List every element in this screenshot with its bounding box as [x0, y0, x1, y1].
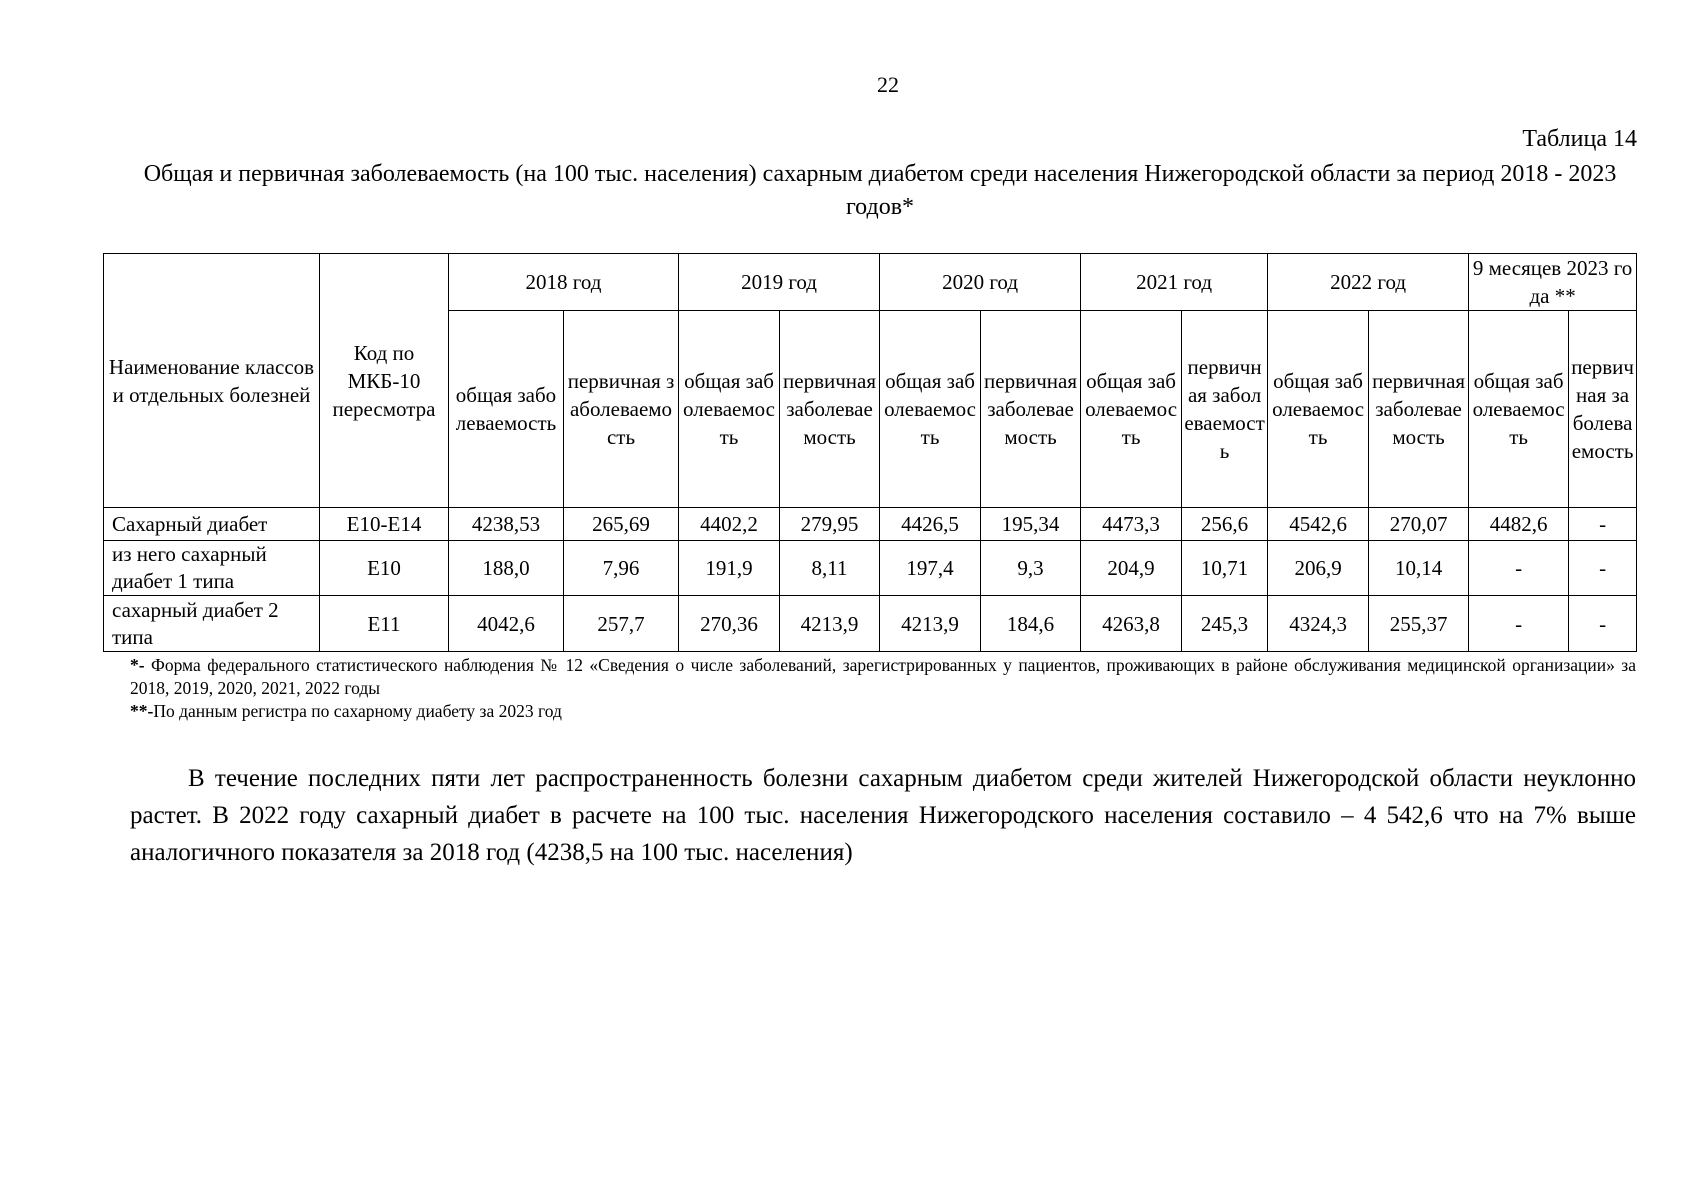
table-cell: 8,11 — [780, 541, 880, 596]
header-year: 9 месяцев 2023 года ** — [1469, 254, 1637, 311]
table-cell: 256,6 — [1182, 508, 1268, 541]
table-cell: 204,9 — [1081, 541, 1182, 596]
header-subcolumn: первичная заболеваемость — [780, 311, 880, 508]
table-cell: 4238,53 — [449, 508, 564, 541]
table-cell: 206,9 — [1268, 541, 1369, 596]
table-cell: - — [1569, 596, 1637, 652]
header-year: 2018 год — [449, 254, 679, 311]
table-cell: 7,96 — [564, 541, 679, 596]
footnote-mark: **- — [130, 701, 154, 721]
header-subcolumn: первичная заболеваемость — [564, 311, 679, 508]
body-paragraph: В течение последних пяти лет распространенность болезни сахарным диабетом среди жителей Нижегородской области неуклонно растет. В 2022 году сахарный диабет в расчете на 100 тыс. населения Нижегородского населения составило – 4 542,6 что на 7% выше аналогичного показателя за 2018 год (4238,5 на 100 тыс. населения) — [130, 765, 1636, 866]
header-name-column: Наименование классов и отдельных болезней — [104, 254, 320, 508]
table-cell: 4542,6 — [1268, 508, 1369, 541]
table-cell: - — [1569, 541, 1637, 596]
table-cell: 191,9 — [679, 541, 780, 596]
footnote-mark: *- — [130, 655, 145, 675]
table-cell: - — [1469, 596, 1569, 652]
table-row — [104, 596, 1637, 652]
footnote — [130, 654, 1636, 700]
table-cell: 4213,9 — [780, 596, 880, 652]
table-cell: 4263,8 — [1081, 596, 1182, 652]
table-row — [104, 541, 1637, 596]
row-code: Е11 — [320, 596, 449, 652]
table-label: Таблица 14 — [1522, 126, 1637, 152]
table-cell: 265,69 — [564, 508, 679, 541]
header-year: 2021 год — [1081, 254, 1268, 311]
table-cell: 245,3 — [1182, 596, 1268, 652]
page-number: 22 — [877, 72, 899, 97]
header-subcolumn: первичная заболеваемость — [981, 311, 1081, 508]
row-name: Сахарный диабет — [104, 508, 320, 541]
header-year: 2022 год — [1268, 254, 1469, 311]
header-subcolumn: общая заболеваемость — [449, 311, 564, 508]
table-cell: 188,0 — [449, 541, 564, 596]
header-subcolumn: общая заболеваемость — [880, 311, 981, 508]
table-cell: 255,37 — [1369, 596, 1469, 652]
table-cell: 279,95 — [780, 508, 880, 541]
morbidity-table — [103, 253, 1637, 652]
header-subcolumn: общая заболеваемость — [679, 311, 780, 508]
header-subcolumn: общая заболеваемость — [1469, 311, 1569, 508]
footnote-text: По данным регистра по сахарному диабету за 2023 год — [153, 701, 562, 721]
table-cell: 270,07 — [1369, 508, 1469, 541]
table-cell: 9,3 — [981, 541, 1081, 596]
header-code-column: Код по МКБ-10 пересмотра — [320, 254, 449, 508]
footnote-text: Форма федерального статистического наблюдения № 12 «Сведения о числе заболеваний, зарегистрированных у пациентов, проживающих в районе обслуживания медицинской организации» за 2018, 2019, 2020, 2021, 2022 годы — [130, 655, 1636, 698]
table-cell: 4473,3 — [1081, 508, 1182, 541]
header-subcolumn: первичная заболеваемость — [1182, 311, 1268, 508]
table-cell: 4426,5 — [880, 508, 981, 541]
header-subcolumn: общая заболеваемость — [1268, 311, 1369, 508]
table-row — [104, 508, 1637, 541]
footnotes — [130, 654, 1636, 723]
table-cell: 4324,3 — [1268, 596, 1369, 652]
table-cell: 4482,6 — [1469, 508, 1569, 541]
row-code: Е10-Е14 — [320, 508, 449, 541]
row-name: из него сахарный диабет 1 типа — [104, 541, 320, 596]
table-title: Общая и первичная заболеваемость (на 100 тыс. населения) сахарным диабетом среди населения Нижегородской области за период 2018 - 2023 годов* — [143, 161, 1617, 220]
header-year: 2019 год — [679, 254, 880, 311]
footnote — [130, 700, 1636, 723]
table-cell: 197,4 — [880, 541, 981, 596]
header-subcolumn: первичная заболеваемость — [1369, 311, 1469, 508]
table-cell: 270,36 — [679, 596, 780, 652]
header-year: 2020 год — [880, 254, 1081, 311]
table-cell: 257,7 — [564, 596, 679, 652]
table-cell: 10,71 — [1182, 541, 1268, 596]
table-cell: - — [1569, 508, 1637, 541]
table-cell: - — [1469, 541, 1569, 596]
header-subcolumn: первичная заболеваемость — [1569, 311, 1637, 508]
table-cell: 4213,9 — [880, 596, 981, 652]
table-cell: 184,6 — [981, 596, 1081, 652]
table-cell: 4402,2 — [679, 508, 780, 541]
row-code: Е10 — [320, 541, 449, 596]
header-subcolumn: общая заболеваемость — [1081, 311, 1182, 508]
table-cell: 4042,6 — [449, 596, 564, 652]
row-name: сахарный диабет 2 типа — [104, 596, 320, 652]
table-cell: 195,34 — [981, 508, 1081, 541]
table-cell: 10,14 — [1369, 541, 1469, 596]
